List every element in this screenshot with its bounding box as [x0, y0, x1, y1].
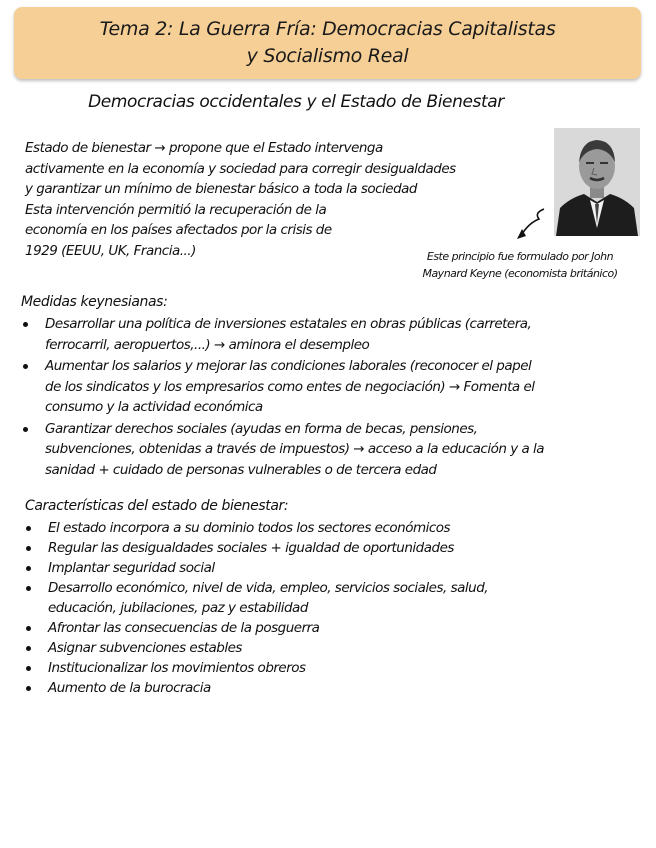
welfare-heading: Características del estado de bienestar: — [25, 498, 289, 514]
list-item-line: Asignar subvenciones estables — [48, 640, 242, 656]
intro-paragraph — [25, 138, 456, 261]
intro-line: Estado de bienestar → propone que el Estado intervenga — [25, 140, 383, 156]
intro-line: activamente en la economía y sociedad para corregir desigualdades — [25, 160, 456, 177]
list-item-line: Aumento de la burocracia — [48, 680, 211, 696]
title-line-1: Tema 2: La Guerra Fría: Democracias Capitalistas — [99, 18, 556, 40]
list-item — [45, 314, 544, 355]
list-item-line: Implantar seguridad social — [48, 560, 215, 576]
intro-line: economía en los países afectados por la crisis de — [25, 222, 332, 238]
list-item-line: Afrontar las consecuencias de la posguerra — [48, 620, 320, 636]
list-item — [48, 578, 488, 618]
list-item-line: consumo y la actividad económica — [45, 399, 263, 415]
list-item-line: ferrocarril, aeropuertos,...) → aminora el desempleo — [45, 336, 370, 353]
list-item — [45, 356, 544, 418]
list-item-line: sanidad + cuidado de personas vulnerables o de tercera edad — [45, 461, 437, 478]
list-item — [48, 658, 488, 678]
keynesian-heading: Medidas keynesianas: — [21, 294, 168, 310]
list-item — [48, 558, 488, 578]
section-subtitle: Democracias occidentales y el Estado de Bienestar — [88, 92, 504, 112]
portrait-image — [554, 128, 640, 236]
title-line-2: y Socialismo Real — [246, 45, 409, 67]
pointer-arrow-icon — [508, 203, 552, 243]
caption-line-1: Este principio fue formulado por John — [426, 250, 614, 263]
list-item — [48, 538, 488, 558]
list-item-line: subvenciones, obtenidas a través de impuestos) → acceso a la educación y a la — [45, 441, 545, 457]
list-item-line: Garantizar derechos sociales (ayudas en forma de becas, pensiones, — [45, 420, 478, 437]
list-item-line: Aumentar los salarios y mejorar las condiciones laborales (reconocer el papel — [45, 358, 532, 374]
caption-line-2: Maynard Keyne (economista británico) — [422, 267, 618, 280]
list-item — [48, 638, 488, 658]
keynesian-list — [45, 314, 544, 481]
list-item — [48, 678, 488, 698]
list-item — [48, 618, 488, 638]
list-item-line: Regular las desigualdades sociales + igualdad de oportunidades — [48, 540, 454, 556]
list-item-line: Desarrollo económico, nivel de vida, empleo, servicios sociales, salud, — [48, 580, 489, 596]
portrait-caption — [395, 248, 645, 282]
intro-line: 1929 (EEUU, UK, Francia...) — [25, 242, 196, 259]
list-item — [48, 518, 488, 538]
list-item-line: de los sindicatos y los empresarios como entes de negociación) → Fomenta el — [45, 378, 535, 395]
intro-line: y garantizar un mínimo de bienestar básico a toda la sociedad — [25, 181, 418, 197]
list-item — [45, 419, 544, 481]
intro-line: Esta intervención permitió la recuperación de la — [25, 201, 327, 218]
title-banner — [14, 7, 641, 79]
list-item-line: El estado incorpora a su dominio todos los sectores económicos — [48, 520, 451, 536]
keynes-portrait — [554, 128, 640, 236]
list-item-line: educación, jubilaciones, paz y estabilidad — [48, 600, 308, 616]
list-item-line: Desarrollar una política de inversiones estatales en obras públicas (carretera, — [45, 316, 532, 332]
list-item-line: Institucionalizar los movimientos obreros — [48, 660, 306, 676]
welfare-list — [48, 518, 488, 698]
